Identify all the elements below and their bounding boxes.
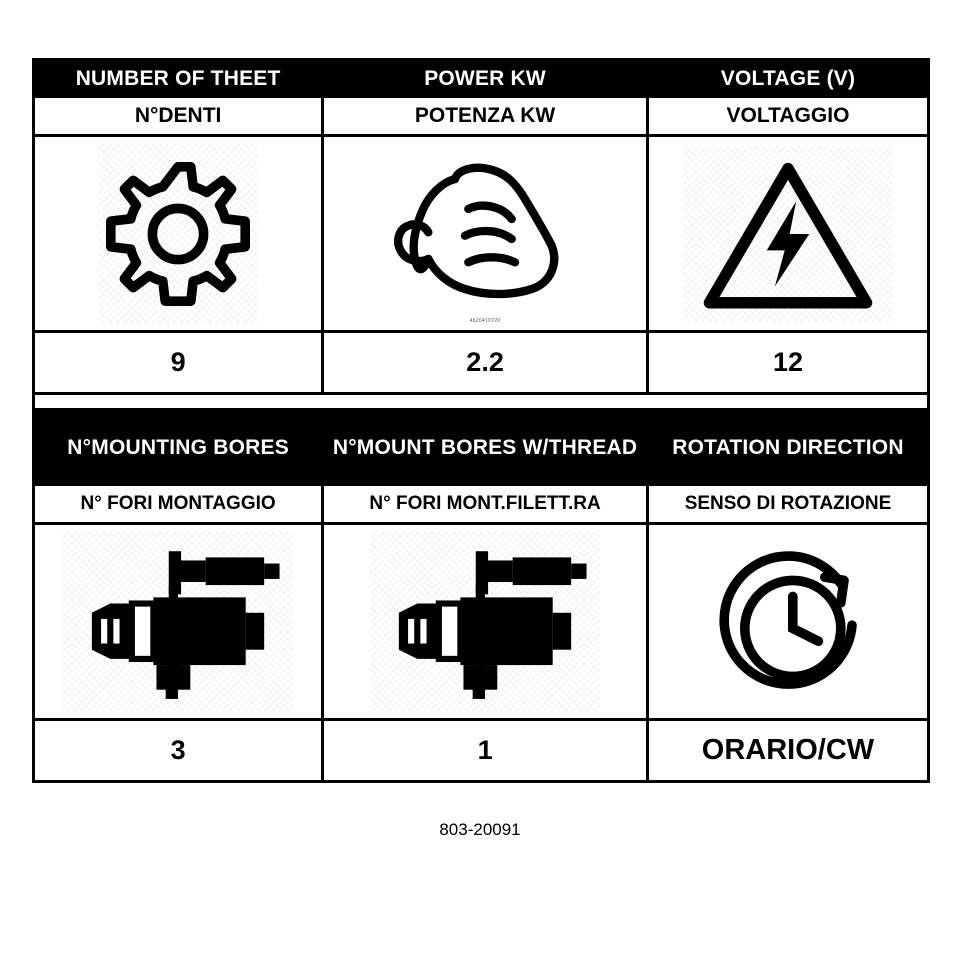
- icon-cell-voltage: [647, 136, 928, 332]
- value-number-of-teeth: 9: [34, 332, 323, 394]
- header-rotation-direction-it: SENSO DI ROTAZIONE: [647, 486, 928, 524]
- icon-row-2: [34, 524, 929, 720]
- starter-motor-icon-wrap: [35, 525, 321, 718]
- starter-motor-threaded-icon: [370, 532, 600, 712]
- header-row-english-1: [34, 60, 929, 98]
- header-mount-bores-thread-it: N° FORI MONT.FILETT.RA: [323, 486, 648, 524]
- header-number-of-teeth-it: N°DENTI: [34, 98, 323, 136]
- starter-motor-threaded-icon-wrap: [324, 525, 646, 718]
- clockwise-clock-icon: [698, 542, 878, 702]
- header-row-italian-1: [34, 98, 929, 136]
- header-row-italian-2: [34, 486, 929, 524]
- value-row-2: [34, 720, 929, 782]
- value-power-kw: 2.2: [323, 332, 648, 394]
- starter-motor-icon: [63, 532, 293, 712]
- voltage-icon-wrap: [649, 137, 927, 330]
- high-voltage-warning-icon: [683, 146, 893, 322]
- header-rotation-direction-en: ROTATION DIRECTION: [647, 410, 928, 486]
- header-number-of-teeth-en: NUMBER OF THEET: [34, 60, 323, 98]
- header-power-kw-it: POTENZA KW: [323, 98, 648, 136]
- specification-table: [32, 58, 930, 783]
- table-spacer-row: [34, 394, 929, 410]
- biceps-icon-wrap: [324, 137, 646, 330]
- icon-row-1: [34, 136, 929, 332]
- part-number: 803-20091: [439, 820, 521, 839]
- clock-icon-wrap: [649, 525, 927, 718]
- header-mount-bores-thread-en: N°MOUNT BORES W/THREAD: [323, 410, 648, 486]
- icon-cell-teeth: [34, 136, 323, 332]
- value-voltage: 12: [647, 332, 928, 394]
- gear-icon-wrap: [35, 137, 321, 330]
- value-mounting-bores: 3: [34, 720, 323, 782]
- table-spacer-cell: [34, 394, 929, 410]
- header-mounting-bores-it: N° FORI MONTAGGIO: [34, 486, 323, 524]
- header-voltage-it: VOLTAGGIO: [647, 98, 928, 136]
- flexed-biceps-icon: [385, 159, 585, 309]
- header-power-kw-en: POWER KW: [323, 60, 648, 98]
- header-mounting-bores-en: N°MOUNTING BORES: [34, 410, 323, 486]
- icon-cell-mounting-bores: [34, 524, 323, 720]
- value-row-1: [34, 332, 929, 394]
- header-voltage-en: VOLTAGE (V): [647, 60, 928, 98]
- value-mount-bores-thread: 1: [323, 720, 648, 782]
- value-rotation-direction: ORARIO/CW: [647, 720, 928, 782]
- header-row-english-2: [34, 410, 929, 486]
- icon-cell-mount-bores-thread: [323, 524, 648, 720]
- icon-cell-rotation: [647, 524, 928, 720]
- gear-icon: [98, 144, 258, 324]
- icon-cell-power: [323, 136, 648, 332]
- watermark-code: 4b20410720: [469, 318, 501, 324]
